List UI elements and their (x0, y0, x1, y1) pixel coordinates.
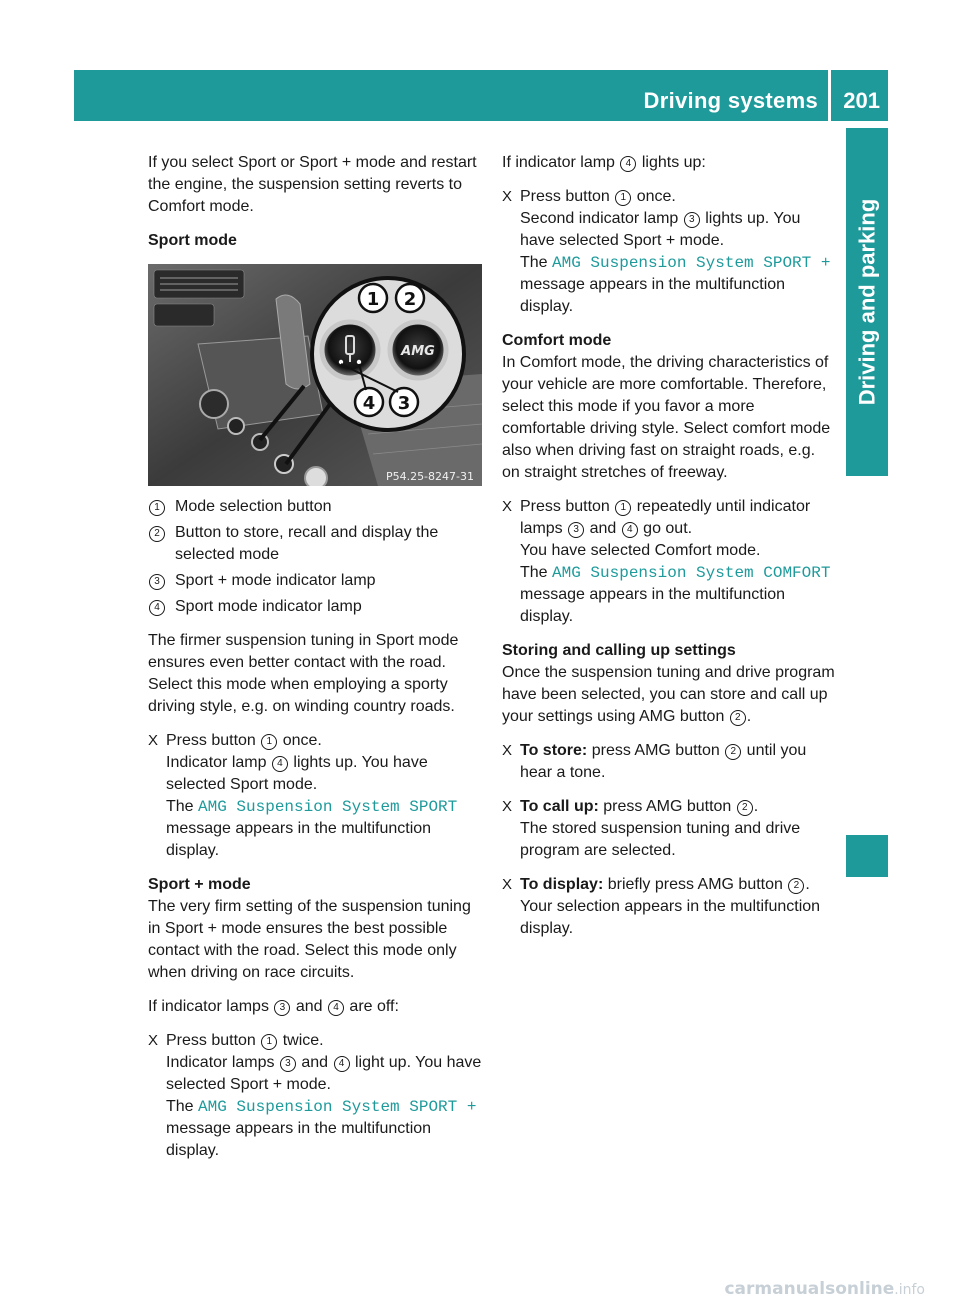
amg-button-label: AMG (401, 344, 435, 359)
display-message: AMG Suspension System SPORT + (552, 254, 831, 272)
legend-item (148, 522, 482, 566)
chapter-tab (846, 128, 888, 476)
display-message: AMG Suspension System SPORT (198, 798, 458, 816)
step-arrow-icon: X (502, 188, 513, 205)
callup-step: X To call up: press AMG button 2 . The stored suspension tuning and drive program are selected. (502, 798, 801, 859)
watermark: carmanualsonline.info (724, 1279, 925, 1299)
legend-text: Mode selection button (175, 498, 332, 515)
comfort-step: X Press button 1 repeatedly until indicator lamps 3 and 4 go out. You have selected Comfort mode. The AMG Suspension System COMFORT message appears in the multifunction display. (502, 498, 831, 625)
lamp-lit-condition: If indicator lamp 4 lights up: (502, 154, 706, 171)
display-message: AMG Suspension System SPORT + (198, 1098, 477, 1116)
comfort-description: In Comfort mode, the driving characteristics of your vehicle are more comfortable. Therefore, select this mode if you favor a more comfortable driving style. Select comfort mode also when driving fast on straight roads, e.g. on straight stretches of freeway. (502, 354, 831, 481)
figure-code: P54.25-8247-31 (385, 470, 474, 483)
comfort-heading: Comfort mode (502, 332, 612, 349)
page-header (74, 70, 888, 121)
legend-number: 1 (149, 500, 165, 516)
legend-item (148, 570, 482, 592)
right-column (502, 152, 836, 952)
sport-step: X Press button 1 once. Indicator lamp 4 lights up. You have selected Sport mode. The AMG Suspension System SPORT message appears in the multifunction display. (148, 732, 458, 859)
display-step: X To display: briefly press AMG button 2 . Your selection appears in the multifunction display. (502, 876, 821, 937)
display-message: AMG Suspension System COMFORT (552, 564, 831, 582)
step-arrow-icon: X (502, 742, 513, 759)
callout-4: 4 (362, 393, 376, 414)
sportplus-heading: Sport + mode (148, 876, 251, 893)
console-figure (148, 264, 482, 486)
left-column (148, 152, 482, 1174)
callout-3: 3 (397, 393, 411, 414)
sport-mode-heading: Sport mode (148, 232, 237, 249)
storing-heading: Storing and calling up settings (502, 642, 736, 659)
lit-step: X Press button 1 once. Second indicator lamp 3 lights up. You have selected Sport + mode. The AMG Suspension System SPORT + message appears in the multifunction display. (502, 188, 831, 315)
store-step: X To store: press AMG button 2 until you hear a tone. (502, 742, 807, 781)
step-arrow-icon: X (502, 498, 513, 515)
legend-number: 2 (149, 526, 165, 542)
legend-text: Sport + mode indicator lamp (175, 572, 376, 589)
step-arrow-icon: X (148, 732, 159, 749)
intro-paragraph: If you select Sport or Sport + mode and restart the engine, the suspension setting reverts to Comfort mode. (148, 154, 477, 215)
callout-1: 1 (366, 289, 380, 310)
header-divider (828, 70, 831, 121)
legend-text: Button to store, recall and display the selected mode (175, 524, 439, 563)
sportplus-step: X Press button 1 twice. Indicator lamps 3 and 4 light up. You have selected Sport + mode. The AMG Suspension System SPORT + message appears in the multifunction display. (148, 1032, 482, 1159)
sport-description: The firmer suspension tuning in Sport mode ensures even better contact with the road. Select this mode when employing a sporty driving style, e.g. on winding country roads. (148, 632, 459, 715)
legend-item (148, 596, 482, 618)
legend-text: Sport mode indicator lamp (175, 598, 362, 615)
section-title: Driving systems (643, 88, 818, 113)
step-arrow-icon: X (148, 1032, 159, 1049)
lamps-off-condition: If indicator lamps 3 and 4 are off: (148, 998, 399, 1015)
callout-2: 2 (403, 289, 417, 310)
chapter-tab-label: Driving and parking (854, 198, 879, 406)
legend-number: 3 (149, 574, 165, 590)
step-arrow-icon: X (502, 876, 513, 893)
figure-legend (148, 496, 482, 618)
chapter-marker (846, 835, 888, 877)
legend-item (148, 496, 482, 518)
legend-number: 4 (149, 600, 165, 616)
console-illustration (148, 264, 482, 486)
storing-description: Once the suspension tuning and drive program have been selected, you can store and call up your settings using AMG button 2 . (502, 664, 835, 725)
step-arrow-icon: X (502, 798, 513, 815)
sportplus-description: The very firm setting of the suspension tuning in Sport + mode ensures the best possible contact with the road. Select this mode only when driving on race circuits. (148, 898, 471, 981)
page-number: 201 (843, 88, 880, 113)
